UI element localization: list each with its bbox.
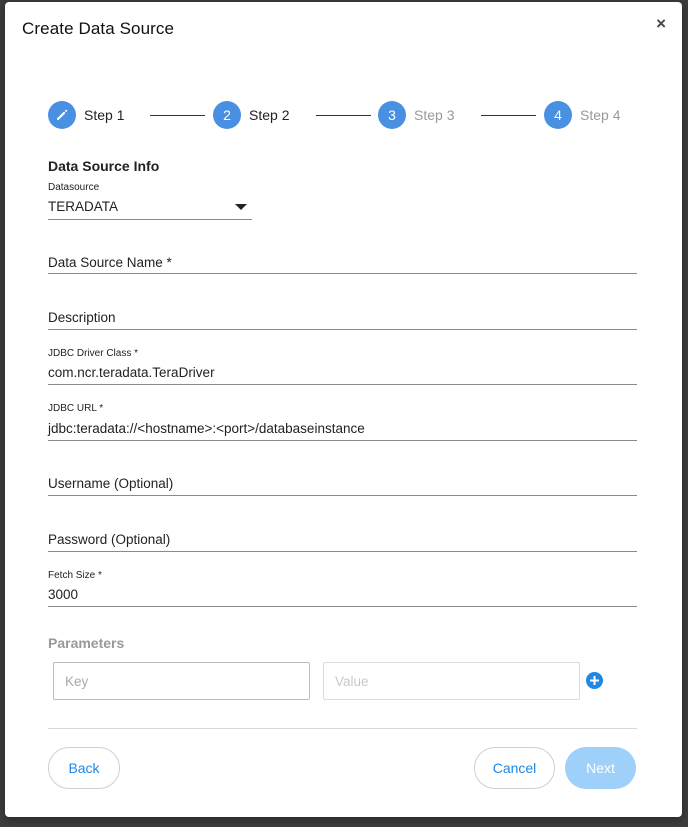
step-connector (481, 115, 536, 116)
jdbc-url-label: JDBC URL * (48, 403, 104, 414)
step-2 (213, 101, 289, 129)
name-underline (48, 273, 637, 274)
fetch-size-field[interactable]: 3000 (48, 587, 79, 602)
step-connector (316, 115, 371, 116)
back-button[interactable]: Back (48, 747, 120, 789)
close-icon[interactable]: × (656, 14, 666, 33)
jdbc-url-field[interactable]: jdbc:teradata://<hostname>:<port>/databaseinstance (48, 421, 365, 436)
add-parameter-icon[interactable] (586, 672, 603, 689)
create-data-source-dialog (5, 2, 682, 817)
step-4-label: Step 4 (580, 107, 621, 123)
pencil-icon (48, 101, 76, 129)
fetch-size-label: Fetch Size * (48, 570, 102, 581)
password-field[interactable]: Password (Optional) (48, 532, 171, 547)
section-title: Data Source Info (48, 158, 160, 174)
driver-class-underline (48, 384, 637, 385)
username-underline (48, 495, 637, 496)
parameters-title: Parameters (48, 635, 125, 651)
step-4-number: 4 (544, 101, 572, 129)
step-1-label: Step 1 (84, 107, 125, 123)
step-1 (48, 101, 124, 129)
datasource-underline (48, 219, 252, 220)
step-3 (378, 101, 454, 129)
password-underline (48, 551, 637, 552)
footer-divider (48, 728, 637, 729)
step-3-number: 3 (378, 101, 406, 129)
parameter-value-input[interactable] (323, 662, 580, 700)
parameter-key-input[interactable] (53, 662, 310, 700)
jdbc-url-underline (48, 440, 637, 441)
step-3-label: Step 3 (414, 107, 455, 123)
datasource-select[interactable]: TERADATA (48, 199, 119, 214)
driver-class-label: JDBC Driver Class * (48, 348, 139, 359)
username-field[interactable]: Username (Optional) (48, 476, 174, 491)
cancel-button[interactable]: Cancel (474, 747, 555, 789)
data-source-name-field[interactable]: Data Source Name * (48, 255, 172, 270)
description-underline (48, 329, 637, 330)
driver-class-field[interactable]: com.ncr.teradata.TeraDriver (48, 365, 215, 380)
datasource-label: Datasource (48, 182, 100, 193)
fetch-size-underline (48, 606, 637, 607)
step-connector (150, 115, 205, 116)
step-2-number: 2 (213, 101, 241, 129)
next-button[interactable]: Next (565, 747, 636, 789)
chevron-down-icon[interactable] (235, 204, 247, 210)
description-field[interactable]: Description (48, 310, 116, 325)
dialog-title: Create Data Source (22, 19, 175, 38)
step-2-label: Step 2 (249, 107, 290, 123)
step-4 (544, 101, 620, 129)
